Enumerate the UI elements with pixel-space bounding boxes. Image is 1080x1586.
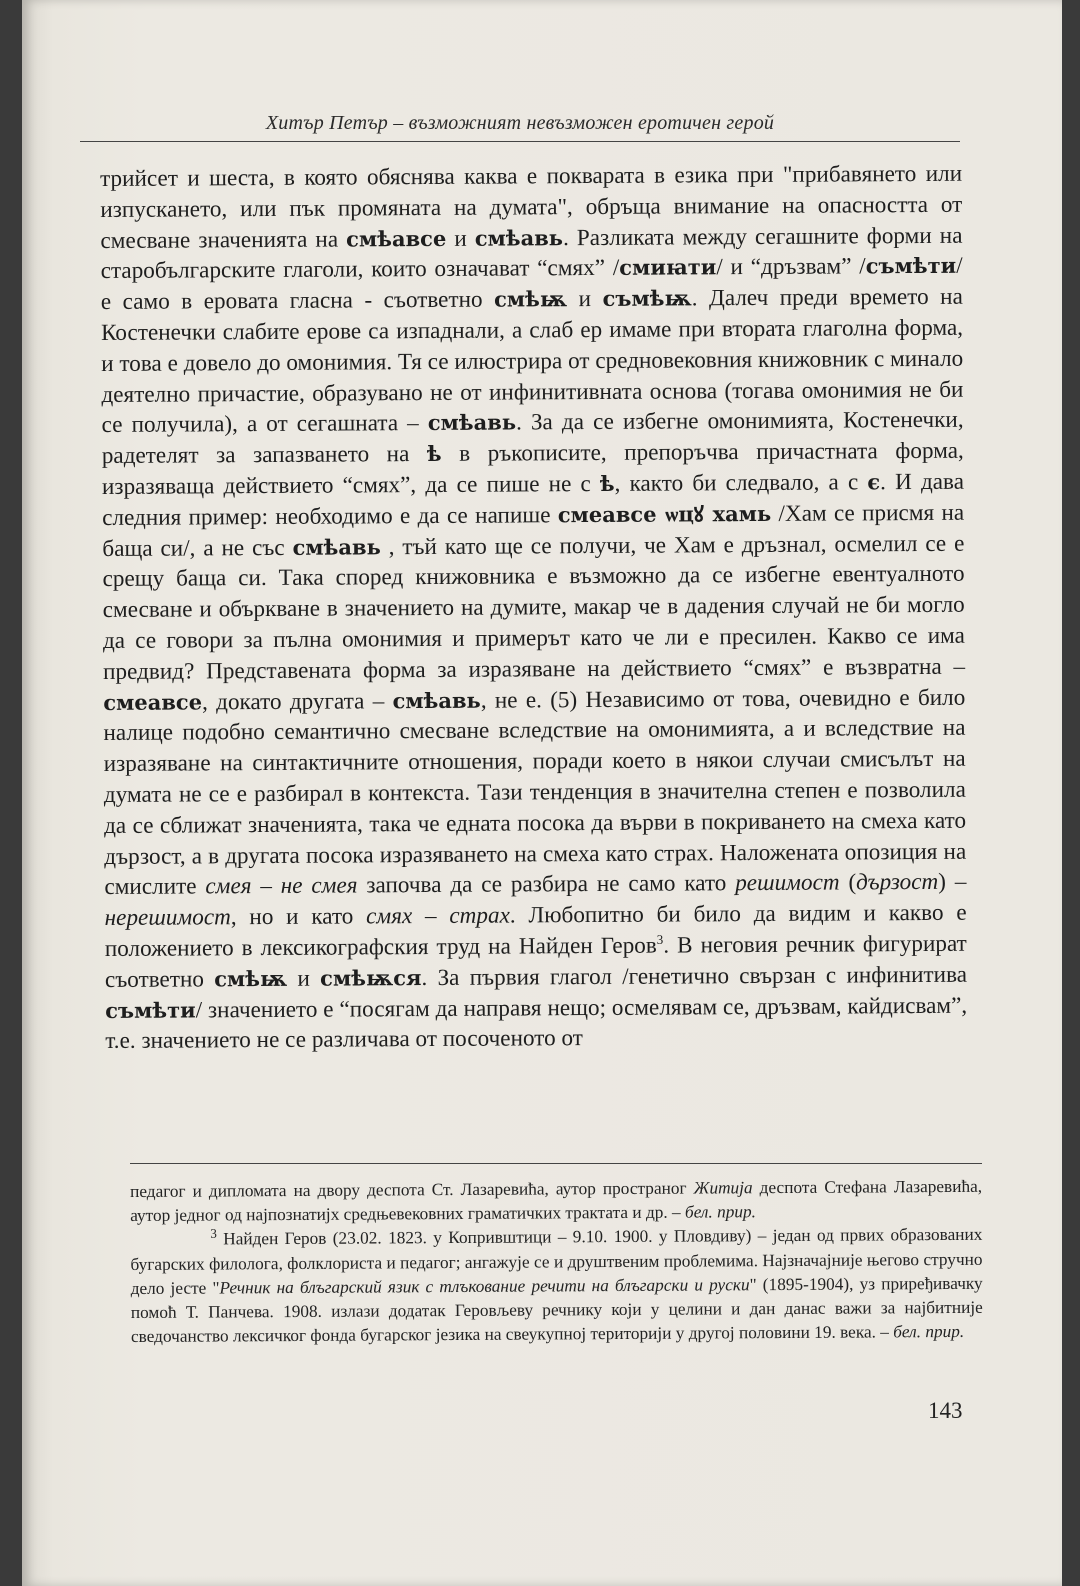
italic-term: нерешимост	[104, 904, 231, 932]
text-run: . Разликата между сегашните форми на старобългарските глаголи, които означават “смях” /	[100, 222, 963, 285]
church-slavonic-letter: є	[867, 469, 881, 495]
italic-term: смея – не смея	[205, 872, 358, 900]
church-slavonic-phrase: смеавсе ѡцꙋ хамь	[557, 500, 772, 527]
italic-term: смях – страх	[366, 902, 510, 930]
body-paragraph	[100, 159, 967, 1057]
text-run: , тъй като ще се получи, че Хам е дръзнал, осмелил се е срещу баща си. Така според книжовника е възможно да се избегне евентуалното смесване и объркване в значението на думите, макар че в дадения случай не би могло да се говори за пълна омонимия и примерът като че ли е пресилен. Какво се има предвид? Представената форма за изразяване на действието “смях” е възвратна –	[102, 530, 966, 685]
church-slavonic-letter: ѣ	[599, 470, 615, 496]
text-run: . Любопитно би било да видим и какво е положението в лексикографския труд на Найден Геров	[104, 899, 967, 962]
text-run: ) –	[938, 869, 967, 896]
text-run: , както би следвало, а с	[614, 469, 868, 497]
church-slavonic-word: смиꙗти	[619, 254, 717, 281]
italic-term: решимост	[735, 869, 840, 897]
church-slavonic-word: смѣавь	[292, 533, 381, 560]
footnote-marker: 3	[210, 1226, 217, 1242]
church-slavonic-word: смѣавсе	[346, 225, 447, 252]
footnote-rule	[130, 1163, 982, 1164]
church-slavonic-word: съмѣти	[105, 996, 196, 1023]
church-slavonic-word: смеавсе	[103, 688, 203, 715]
text-run: . И дава следния пример: необходимо е да се напише	[102, 468, 965, 531]
text-run: , не е. (5) Независимо от това, очевидно е било налице подобно семантично смесване вследствие на омонимията, а и вследствие на изразяване на синтактичните отношения, поради което в някои случаи смисълът на думата не се е разбирал в контекста. Тази тенденция в значителна степен е позволила да се сближат значенията, така че едната посока да върви в покриването на смеха като дързост, а в другата посока изразяването на смеха като страх. Наложената опозиция на смислите	[103, 684, 967, 901]
italic-term: дързост	[856, 869, 939, 896]
text-run: в ръкописите, препоръчва причастната форма, изразяваща действието “смях”, да се пише не с	[101, 437, 964, 500]
main-text	[100, 159, 967, 1057]
church-slavonic-word: съмѣѭ	[602, 285, 692, 312]
text-run: " (1895-1904), уз приређивачку помоћ Т. Панчева. 1908. излази додатак Геровљеву речнику који у целини и дан данас важи за најбитније сведочанство лексичког фонда бугарског језика на свеукупној територији у другој половини 19. века. –	[130, 1273, 983, 1347]
text-run: . Далеч преди времето на Костенечки слабите ерове са изпаднали, а слаб ер имаме при втората глаголна форма, и това е довело до омонимия. Тя се илюстрира от средновековния книжовник с минало деятелно причастие, образувано не от инфинитивната основа (тогава омонимия не би се получила), а от сегашната –	[100, 283, 964, 439]
text-run: започва да се разбира не само като	[357, 870, 736, 899]
text-run: педагог и дипломата на двору деспота Ст. Лазаревића, аутор пространог	[130, 1178, 694, 1201]
footnotes	[130, 1175, 983, 1350]
text-run: и	[567, 286, 603, 313]
italic-term: Житија	[693, 1178, 753, 1198]
text-run: / е само в еровата гласна - съответно	[100, 253, 963, 316]
text-run: (	[839, 869, 857, 896]
church-slavonic-word: смѣавь	[474, 224, 564, 251]
page-number: 143	[928, 1398, 963, 1423]
book-page	[22, 0, 1062, 1586]
text-run: Найден Геров (23.02. 1823. у Копривштици – 9.10. 1900. у Пловдиву) – један од првих образованих бугарских филолога, фолклориста и педагог; ангажује се и друштвеним проблемима. Најзначајније његово стручно дело јесте "	[130, 1225, 983, 1298]
footnote-continued	[130, 1175, 982, 1229]
church-slavonic-word: смѣѭ	[214, 965, 288, 992]
church-slavonic-word: смѣѭ	[493, 286, 568, 312]
text-run: . В неговия речник фигурират съответно	[104, 930, 967, 993]
text-run: , но и като	[230, 903, 367, 931]
church-slavonic-word: съмѣти	[865, 253, 957, 279]
church-slavonic-letter: ѣ	[426, 441, 442, 467]
text-run: /Хам се присмя на баща си/, а не със	[102, 499, 965, 562]
editor-note: бел. прир.	[684, 1202, 757, 1222]
text-run: . За първия глагол /генетично свързан с инфинитива	[421, 961, 968, 991]
text-run: , докато другата –	[201, 687, 393, 715]
footnote-3	[130, 1223, 983, 1349]
header-rule	[80, 141, 960, 142]
text-run: и	[287, 965, 321, 992]
running-header: Хитър Петър – възможният невъзможен еротичен герой	[265, 112, 775, 134]
text-run: / значението е “посягам да направя нещо; осмелявам се, дръзвам, кайдисвам”, т.е. значението не се различава от посоченото от	[105, 992, 968, 1055]
church-slavonic-word: смѣавь	[427, 409, 517, 436]
text-run: / и “дръзвам” /	[716, 253, 866, 281]
footnote-reference: 3	[656, 931, 664, 947]
editor-note: бел. прир.	[893, 1322, 965, 1342]
church-slavonic-word: смѣавь	[392, 687, 481, 713]
text-run: трийсет и шеста, в която обяснява каква е покварата в езика при "прибавянето или изпускането, или пък промяната на думата", обръща внимание на опасността от смесване значенията на	[100, 160, 963, 254]
text-run: деспота Стефана Лазаревића, аутор једног од најпознатијх средњевековних граматичких трактата и др. –	[130, 1176, 983, 1226]
church-slavonic-word: смѣѭся	[320, 964, 422, 991]
text-run: и	[446, 225, 475, 252]
text-run: . За да се избегне омонимията, Костенечки, радетелят за запазването на	[101, 407, 964, 470]
italic-title: Речник на блъгарский язик с тлъкование речити на блъгарски и руски	[219, 1275, 750, 1298]
